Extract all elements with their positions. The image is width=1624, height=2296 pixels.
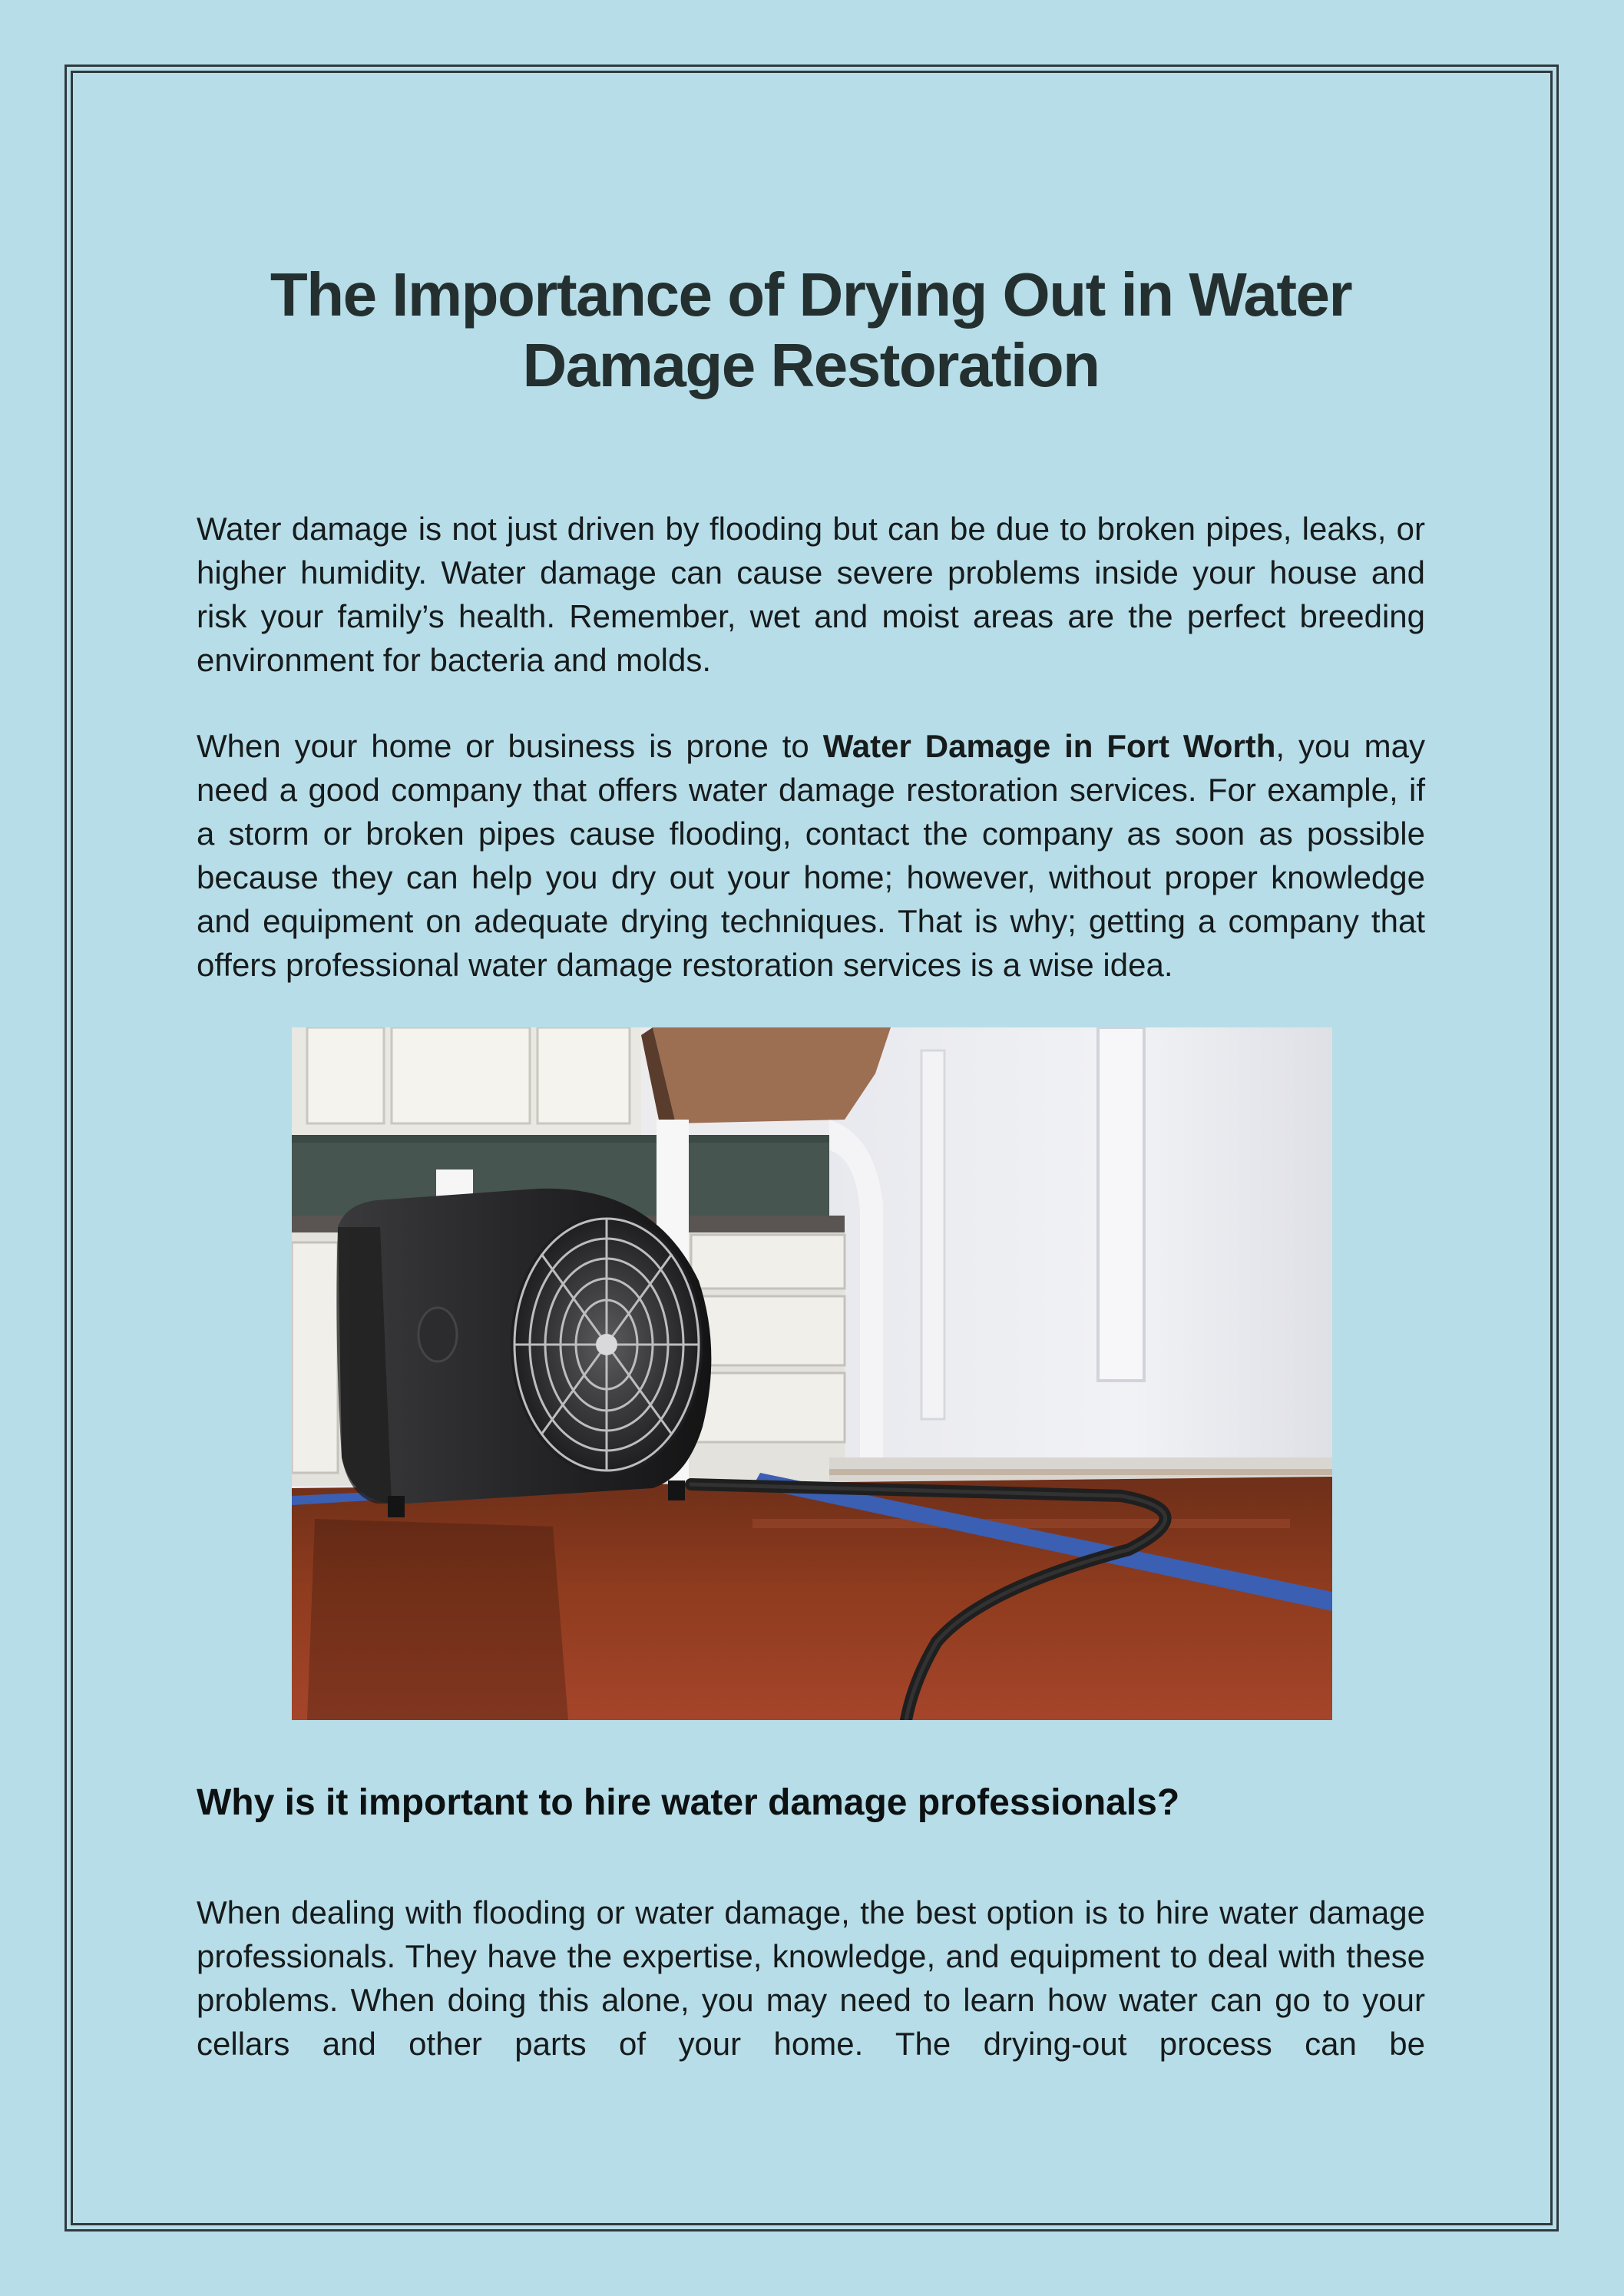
section-heading: Why is it important to hire water damage professionals? — [197, 1782, 1180, 1823]
air-mover-fan-photo — [292, 1027, 1332, 1720]
keyword-water-damage-fort-worth: Water Damage in Fort Worth — [822, 728, 1276, 764]
service-paragraph — [197, 724, 1425, 987]
service-paragraph-rest: , you may need a good company that offers water damage restoration services. For example, if a storm or broken pipes cause flooding, contact the company as soon as possible because they can help you dry out your home; however, without proper knowledge and equipment on adequate drying techniques. That is why; getting a company that offers professional water damage restoration services is a wise idea. — [197, 728, 1425, 983]
intro-paragraph: Water damage is not just driven by flooding but can be due to broken pipes, leaks, or higher humidity. Water damage can cause severe problems inside your house and risk your family’s health. Remember, wet and moist areas are the perfect breeding environment for bacteria and molds. — [197, 511, 1425, 678]
service-paragraph-lead: When your home or business is prone to — [197, 728, 823, 764]
professionals-paragraph: When dealing with flooding or water damage, the best option is to hire water damage professionals. They have the expertise, knowledge, and equipment to deal with these problems. When doing this alone, you may need to learn how water can go to your cellars and other parts of your home. The drying-out process can be — [197, 1894, 1425, 2062]
page-title: The Importance of Drying Out in Water Damage Restoration — [270, 260, 1352, 399]
